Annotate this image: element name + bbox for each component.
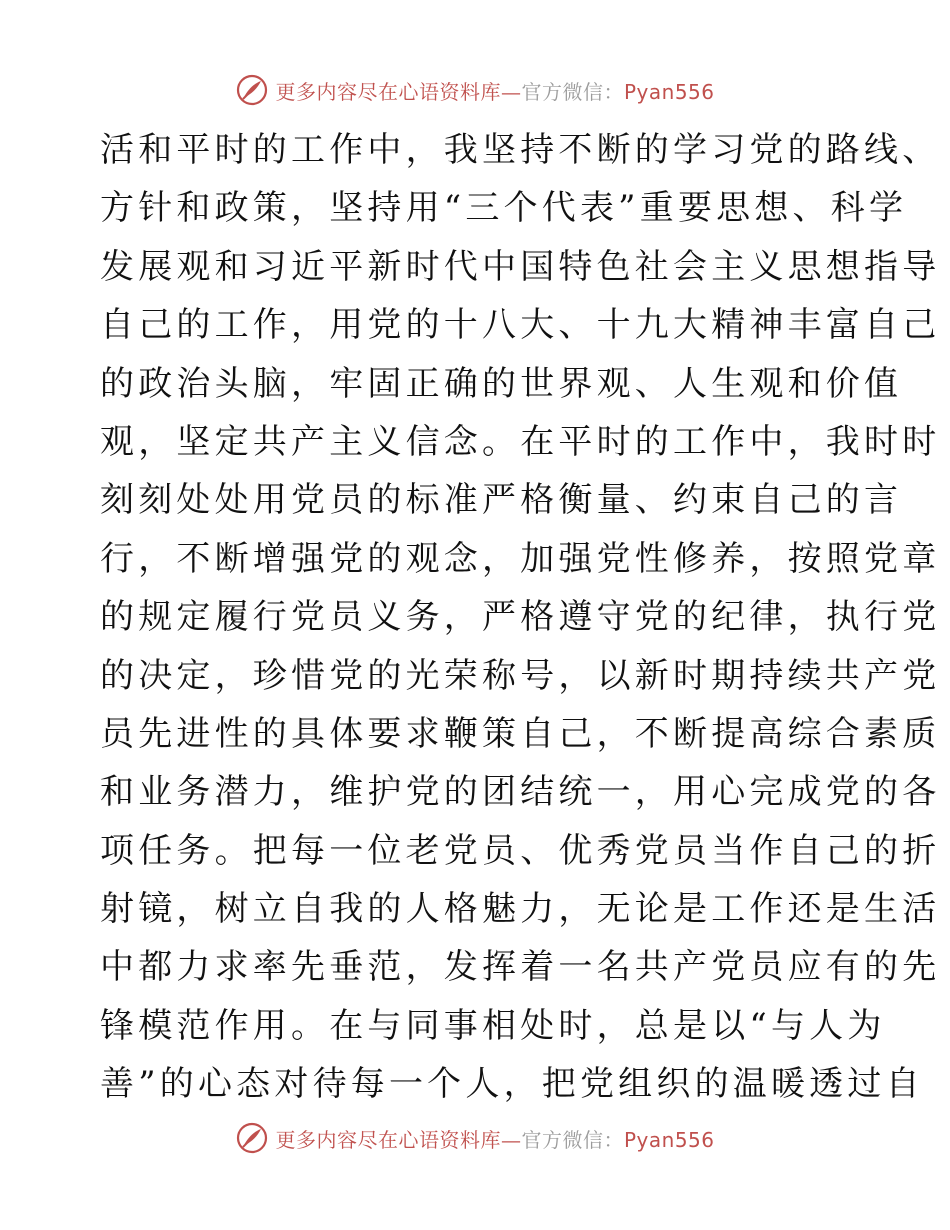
body-line: 的决定，珍惜党的光荣称号，以新时期持续共产党 bbox=[100, 655, 941, 696]
watermark-wechat-label: 官方微信： bbox=[521, 79, 624, 104]
body-line: 方针和政策，坚持用“三个代表”重要思想、科学 bbox=[100, 188, 908, 229]
body-line: 射镜，树立自我的人格魅力，无论是工作还是生活 bbox=[100, 889, 941, 930]
body-line: 活和平时的工作中，我坚持不断的学习党的路线、 bbox=[100, 130, 941, 170]
body-line: 的政治头脑，牢固正确的世界观、人生观和价值 bbox=[100, 363, 903, 404]
body-line: 员先进性的具体要求鞭策自己，不断提高综合素质 bbox=[100, 713, 941, 754]
watermark-text bbox=[275, 76, 714, 105]
header-watermark bbox=[0, 70, 950, 110]
watermark-wechat-id: Pyan556 bbox=[623, 79, 715, 104]
watermark-wechat-id: Pyan556 bbox=[623, 1127, 715, 1152]
watermark-dash: — bbox=[500, 1127, 522, 1152]
quill-pen-logo-icon bbox=[235, 1121, 269, 1155]
body-line: 和业务潜力，维护党的团结统一，用心完成党的各 bbox=[100, 772, 941, 813]
watermark-brand: 更多内容尽在心语资料库 bbox=[275, 1127, 501, 1152]
body-line: 刻刻处处用党员的标准严格衡量、约束自己的言 bbox=[100, 480, 903, 521]
body-line: 自己的工作，用党的十八大、十九大精神丰富自己 bbox=[100, 305, 941, 346]
body-line: 观，坚定共产主义信念。在平时的工作中，我时时 bbox=[100, 421, 941, 462]
body-line: 发展观和习近平新时代中国特色社会主义思想指导 bbox=[100, 246, 941, 287]
body-line: 的规定履行党员义务，严格遵守党的纪律，执行党 bbox=[100, 597, 941, 638]
body-line: 项任务。把每一位老党员、优秀党员当作自己的折 bbox=[100, 830, 941, 871]
body-line: 行，不断增强党的观念，加强党性修养，按照党章 bbox=[100, 538, 941, 579]
body-line: 善”的心态对待每一个人，把党组织的温暖透过自 bbox=[100, 1064, 924, 1105]
body-line: 中都力求率先垂范，发挥着一名共产党员应有的先 bbox=[100, 947, 941, 988]
watermark-brand: 更多内容尽在心语资料库 bbox=[275, 79, 501, 104]
quill-pen-logo-icon bbox=[235, 73, 269, 107]
watermark-wechat-label: 官方微信： bbox=[521, 1127, 624, 1152]
document-body bbox=[100, 121, 941, 1114]
body-line: 锋模范作用。在与同事相处时，总是以“与人为 bbox=[100, 1005, 886, 1046]
watermark-text bbox=[275, 1124, 714, 1153]
footer-watermark bbox=[0, 1118, 950, 1158]
watermark-dash: — bbox=[500, 79, 522, 104]
